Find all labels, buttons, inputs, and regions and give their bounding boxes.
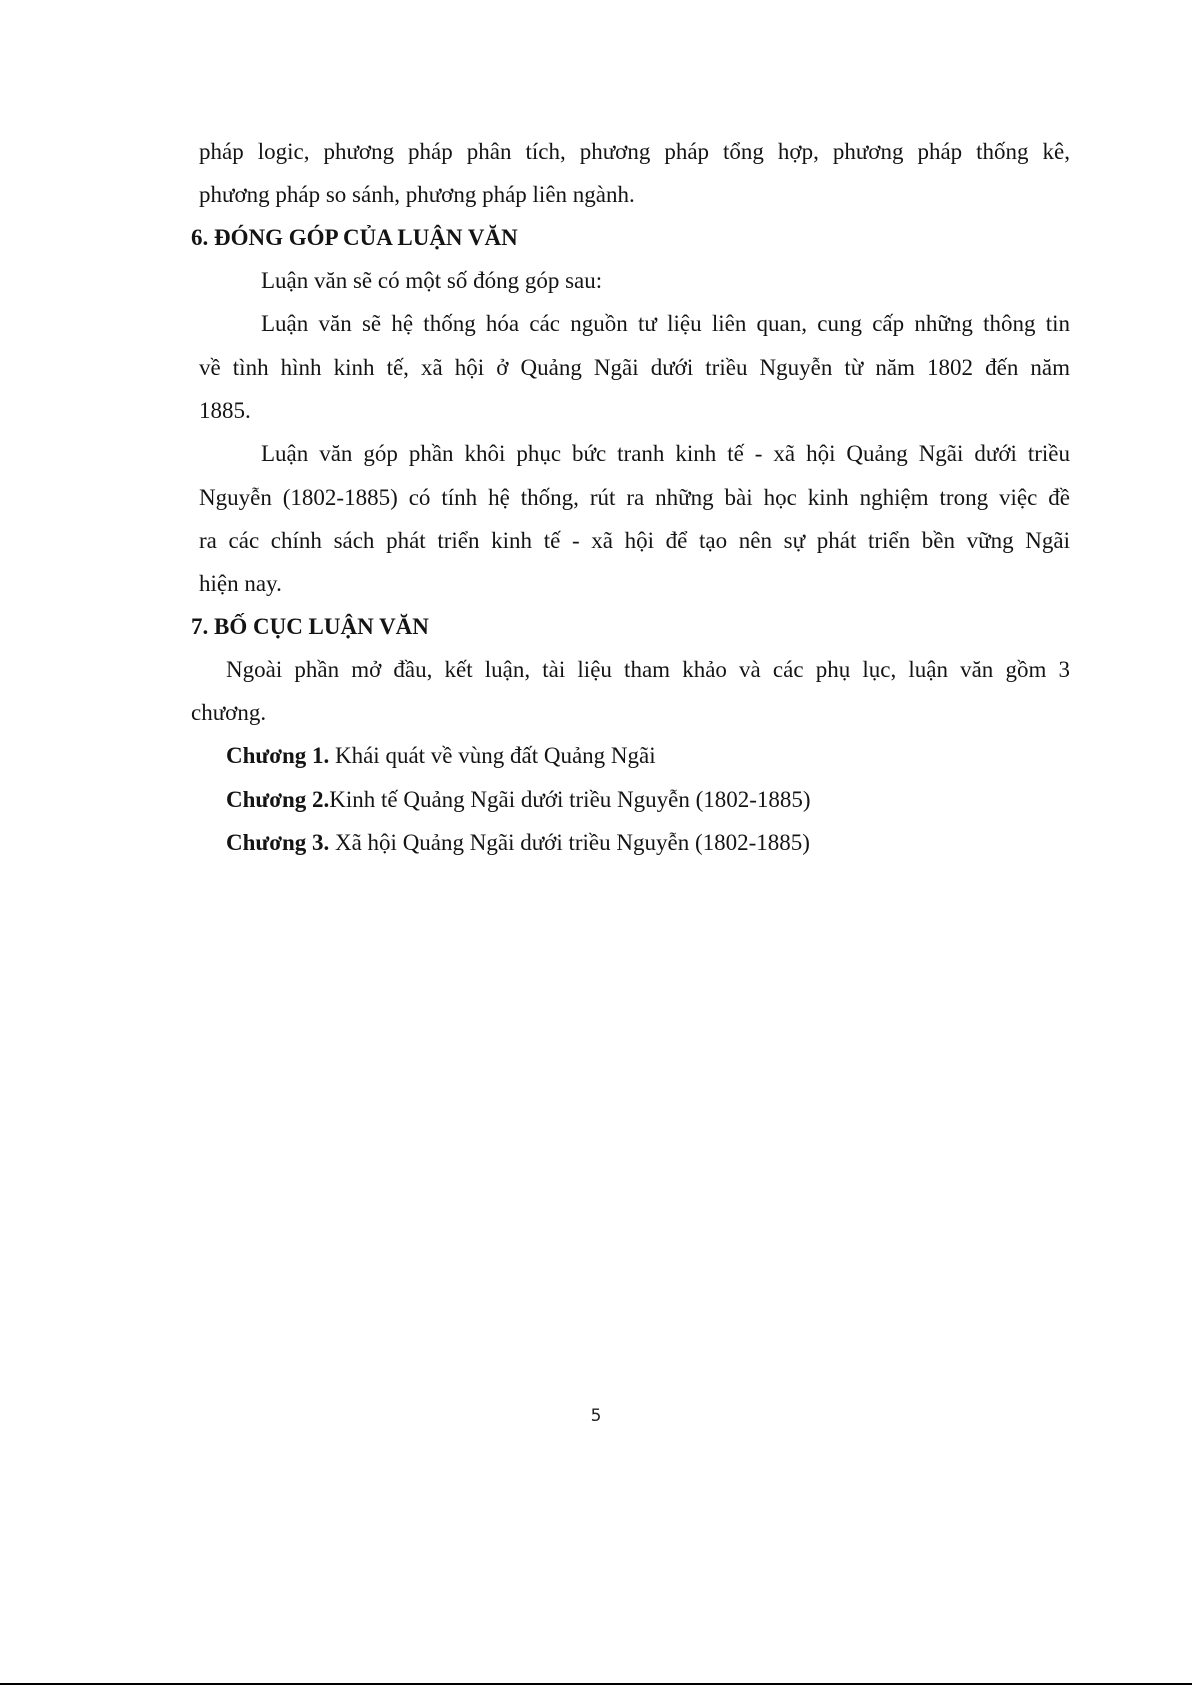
section-7-intro-line-2: chương. [191,700,267,725]
section-7-heading: 7. BỐ CỤC LUẬN VĂN [191,614,429,639]
section-6-para1-line-2: về tình hình kinh tế, xã hội ở Quảng Ngãi dưới triều Nguyễn từ năm 1802 đến năm [199,355,1070,380]
section-6-para2-line-1: Luận văn góp phần khôi phục bức tranh kinh tế - xã hội Quảng Ngãi dưới triều [261,441,1070,466]
chapter-2 [226,785,811,815]
section-6-intro: Luận văn sẽ có một số đóng góp sau: [261,268,603,293]
page-number: 5 [590,1406,602,1426]
section-6-heading: 6. ĐÓNG GÓP CỦA LUẬN VĂN [191,225,518,250]
methods-line-2: phương pháp so sánh, phương pháp liên ngành. [199,182,635,207]
section-6-para2-line-2: Nguyễn (1802-1885) có tính hệ thống, rút ra những bài học kinh nghiệm trong việc đề [199,485,1070,510]
section-6-para1-line-1: Luận văn sẽ hệ thống hóa các nguồn tư liệu liên quan, cung cấp những thông tin [261,311,1070,336]
section-6-para2-line-3: ra các chính sách phát triển kinh tế - xã hội để tạo nên sự phát triển bền vững Ngãi [199,528,1070,553]
chapter-3-label: Chương 3. [226,830,330,855]
chapter-1-title: Khái quát về vùng đất Quảng Ngãi [329,743,656,768]
chapter-1 [226,741,656,771]
section-6-para2-line-4: hiện nay. [199,571,282,596]
section-6-para1-line-3: 1885. [199,398,251,423]
chapter-2-label: Chương 2. [226,787,330,812]
methods-line-1: pháp logic, phương pháp phân tích, phương pháp tổng hợp, phương pháp thống kê, [199,139,1070,164]
section-7-intro-line-1: Ngoài phần mở đầu, kết luận, tài liệu tham khảo và các phụ lục, luận văn gồm 3 [226,657,1070,682]
chapter-2-title: Kinh tế Quảng Ngãi dưới triều Nguyễn (1802-1885) [329,787,811,812]
chapter-3-title: Xã hội Quảng Ngãi dưới triều Nguyễn (1802-1885) [329,830,810,855]
chapter-1-label: Chương 1. [226,743,330,768]
chapter-3 [226,828,810,858]
